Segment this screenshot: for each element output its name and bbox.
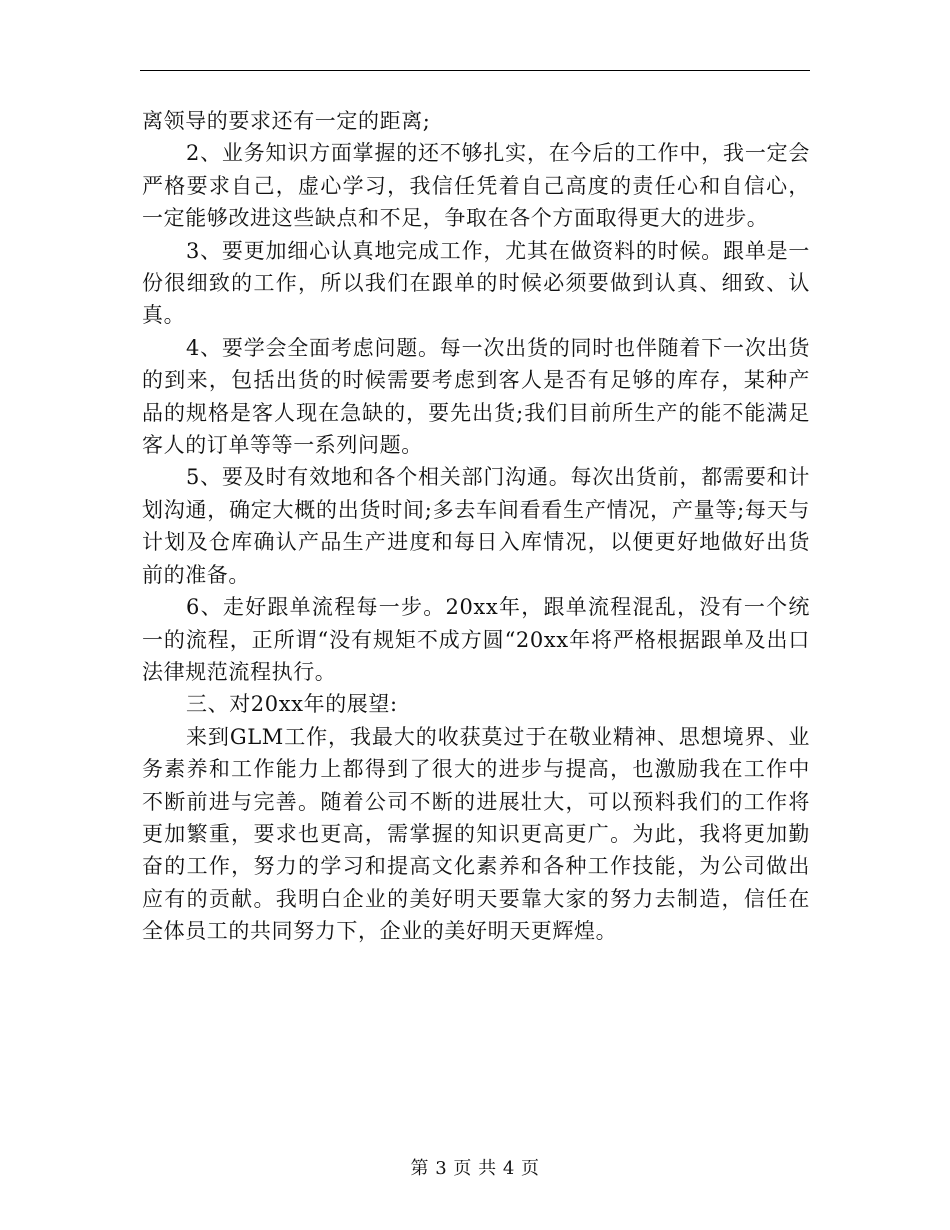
page-number: 第 3 页 共 4 页: [410, 1158, 540, 1179]
paragraph-continuation: 离领导的要求还有一定的距离;: [142, 109, 431, 133]
paragraph-item-2: 2、业务知识方面掌握的还不够扎实，在今后的工作中，我一定会严格要求自己，虚心学习，我信任凭着自己高度的责任心和自信心，一定能够改进这些缺点和不足，争取在各个方面取得更大的进步。: [142, 141, 810, 231]
paragraph-item-3: 3、要更加细心认真地完成工作，尤其在做资料的时候。跟单是一份很细致的工作，所以我们在跟单的时候必须要做到认真、细致、认真。: [142, 238, 810, 328]
document-body: [142, 105, 810, 948]
paragraph-item-6: 6、走好跟单流程每一步。20xx年，跟单流程混乱，没有一个统一的流程，正所谓“没有规矩不成方圆“20xx年将严格根据跟单及出口法律规范流程执行。: [142, 595, 810, 684]
paragraph-item-5: 5、要及时有效地和各个相关部门沟通。每次出货前，都需要和计划沟通，确定大概的出货时间;多去车间看看生产情况，产量等;每天与计划及仓库确认产品生产进度和每日入库情况，以便更好地做好出货前的准备。: [142, 465, 810, 587]
paragraph-item-4: 4、要学会全面考虑问题。每一次出货的同时也伴随着下一次出货的到来，包括出货的时候需要考虑到客人是否有足够的库存，某种产品的规格是客人现在急缺的，要先出货;我们目前所生产的能不能满足客人的订单等等一系列问题。: [142, 335, 810, 458]
page-footer: [0, 1154, 950, 1180]
paragraph-outlook: 来到GLM工作，我最大的收获莫过于在敬业精神、思想境界、业务素养和工作能力上都得到了很大的进步与提高，也激励我在工作中不断前进与完善。随着公司不断的进展壮大，可以预料我们的工作将更加繁重，要求也更高，需掌握的知识更高更广。为此，我将更加勤奋的工作，努力的学习和提高文化素养和各种工作技能，为公司做出应有的贡献。我明白企业的美好明天要靠大家的努力去制造，信任在全体员工的共同努力下，企业的美好明天更辉煌。: [142, 724, 810, 944]
section-heading: 三、对20xx年的展望:: [186, 692, 398, 717]
header-rule: [140, 70, 810, 71]
